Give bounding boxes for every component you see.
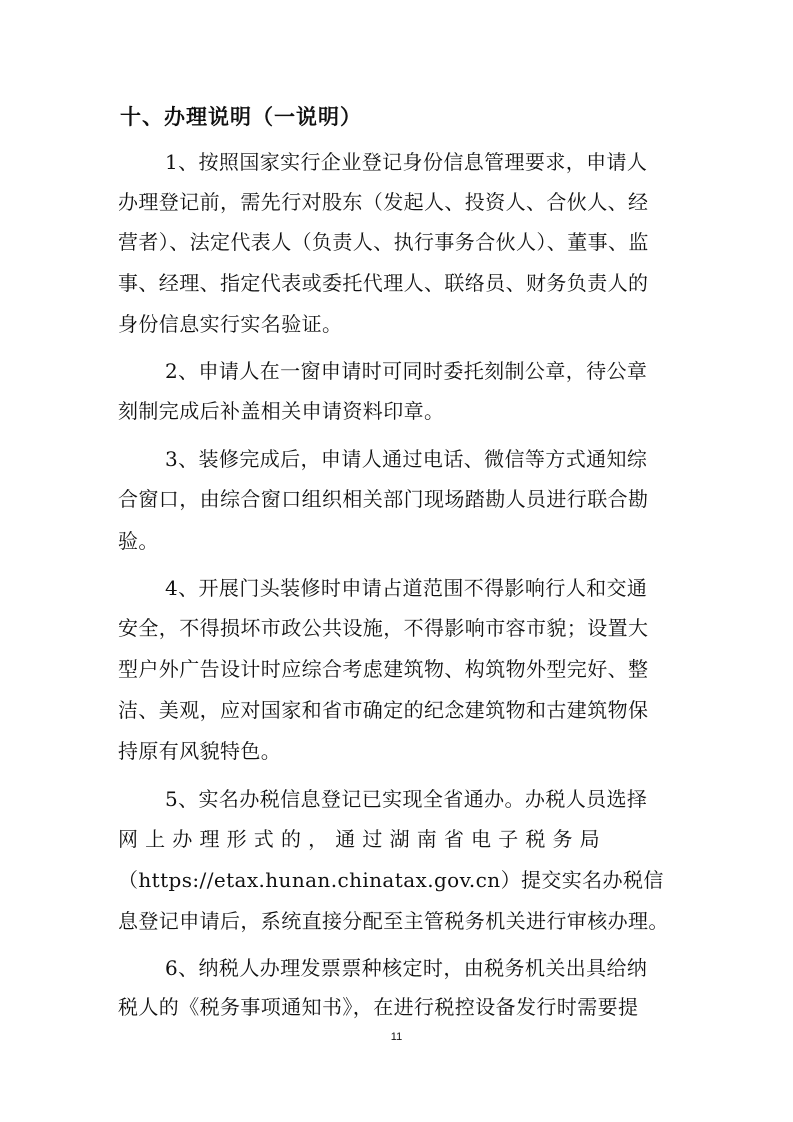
paragraph-line: 网 上 办 理 形 式 的 ， 通 过 湖 南 省 电 子 税 务 局	[118, 827, 601, 851]
paragraph-line: 3、装修完成后，申请人通过电话、微信等方式通知综	[165, 447, 648, 471]
paragraph-line: 事、经理、指定代表或委托代理人、联络员、财务负责人的	[118, 271, 649, 295]
paragraph-line: 安全，不得损坏市政公共设施，不得影响市容市貌；设置大	[118, 616, 649, 640]
paragraph-line: 营者）、法定代表人（负责人、执行事务合伙人）、董事、监	[118, 230, 649, 254]
paragraph-line: 洁、美观，应对国家和省市确定的纪念建筑物和古建筑物保	[118, 698, 649, 722]
paragraph-line: 身份信息实行实名验证。	[118, 312, 343, 336]
paragraph-line: 2、申请人在一窗申请时可同时委托刻制公章，待公章	[165, 359, 648, 383]
paragraph-line: 验。	[118, 529, 159, 553]
paragraph-line: 5、实名办税信息登记已实现全省通办。办税人员选择	[165, 787, 648, 811]
paragraph-line: （https://etax.hunan.chinatax.gov.cn）提交实名办税信	[118, 868, 664, 892]
paragraph-line: 刻制完成后补盖相关申请资料印章。	[118, 399, 445, 423]
paragraph-line: 息登记申请后，系统直接分配至主管税务机关进行审核办理。	[118, 909, 669, 933]
paragraph-line: 4、开展门头装修时申请占道范围不得影响行人和交通	[165, 576, 648, 600]
paragraph-line: 办理登记前，需先行对股东（发起人、投资人、合伙人、经	[118, 190, 649, 214]
paragraph-line: 持原有风貌特色。	[118, 739, 282, 763]
section-heading: 十、办理说明（一说明）	[120, 105, 362, 129]
page-number: 11	[390, 1031, 403, 1043]
paragraph-line: 6、纳税人办理发票票种核定时，由税务机关出具给纳	[165, 956, 648, 980]
paragraph-line: 1、按照国家实行企业登记身份信息管理要求，申请人	[165, 150, 648, 174]
paragraph-line: 型户外广告设计时应综合考虑建筑物、构筑物外型完好、整	[118, 657, 649, 681]
paragraph-line: 税人的《税务事项通知书》，在进行税控设备发行时需要提	[118, 995, 639, 1019]
paragraph-line: 合窗口，由综合窗口组织相关部门现场踏勘人员进行联合勘	[118, 487, 649, 511]
